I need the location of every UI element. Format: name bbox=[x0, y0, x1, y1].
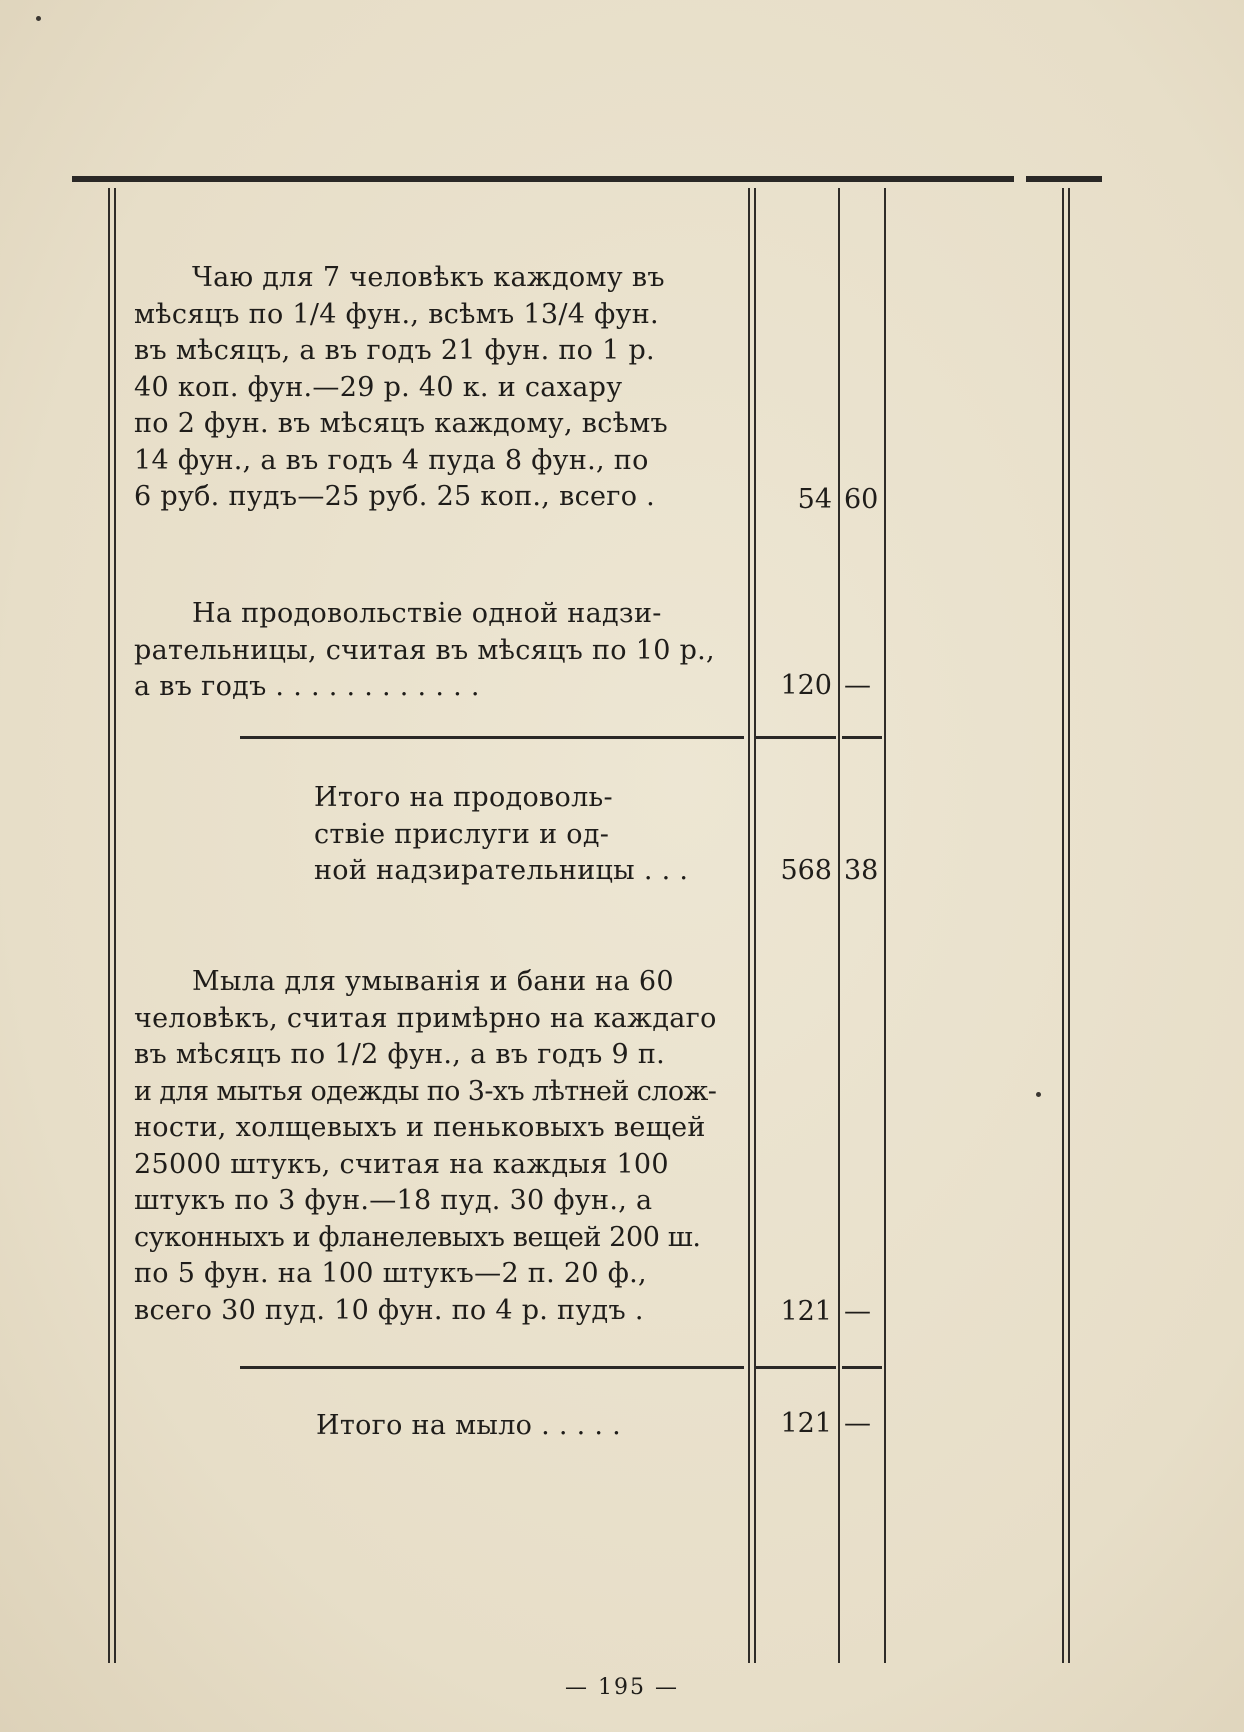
entry-line: а въ годъ . . . . . . . . . . . . bbox=[134, 671, 480, 702]
page-number: — 195 — bbox=[565, 1675, 679, 1700]
entry-line: 6 руб. пудъ—25 руб. 25 коп., всего . bbox=[134, 481, 656, 512]
entry-line: ствіе прислуги и од- bbox=[314, 818, 610, 850]
stray-mark bbox=[1036, 1092, 1041, 1097]
entry-line: ной надзирательницы . . . bbox=[314, 855, 689, 886]
rubles-amount: 121 bbox=[780, 1408, 832, 1439]
table-left-border-inner bbox=[114, 188, 116, 1663]
table-right-border bbox=[1062, 188, 1064, 1663]
entry-line: Итого на мыло . . . . . bbox=[316, 1410, 622, 1441]
entry-line: человѣкъ, считая примѣрно на каждаго bbox=[134, 1002, 717, 1034]
rubles-amount: 120 bbox=[780, 670, 832, 701]
entry-line: по 2 фун. въ мѣсяцъ каждому, всѣмъ bbox=[134, 408, 669, 439]
entry-line: Мыла для умыванія и бани на 60 bbox=[192, 966, 674, 997]
table-right-border-inner bbox=[1068, 188, 1070, 1663]
entry-line: и для мытья одежды по 3-хъ лѣтней слож- bbox=[134, 1075, 717, 1107]
bleed-through-text bbox=[895, 260, 1045, 1560]
table-left-border bbox=[108, 188, 110, 1663]
rubles-amount: 54 bbox=[797, 484, 832, 515]
entry-line: по 5 фун. на 100 штукъ—2 п. 20 ф., bbox=[134, 1258, 647, 1289]
entry-line: штукъ по 3 фун.—18 пуд. 30 фун., а bbox=[134, 1185, 653, 1216]
kopecks-amount: — bbox=[844, 1296, 871, 1327]
entry-line: Итого на продоволь- bbox=[314, 782, 613, 813]
subtotal-rule-rubles bbox=[756, 1366, 836, 1369]
top-rule-margin bbox=[1026, 176, 1102, 182]
entry-tea-sugar bbox=[134, 260, 730, 516]
top-rule bbox=[72, 176, 1014, 182]
entry-supervisor-food bbox=[134, 596, 730, 706]
subtotal-rule-kopecks bbox=[842, 736, 882, 739]
entry-line: Чаю для 7 человѣкъ каждому въ bbox=[192, 262, 665, 293]
total-soap bbox=[316, 1408, 730, 1445]
kopecks-amount: — bbox=[844, 1408, 871, 1439]
subtotal-rule bbox=[240, 1366, 744, 1369]
entry-line: ности, холщевыхъ и пеньковыхъ вещей bbox=[134, 1112, 706, 1143]
entry-line: 25000 штукъ, считая на каждыя 100 bbox=[134, 1148, 669, 1180]
kopecks-amount: 38 bbox=[844, 855, 879, 886]
subtotal-rule-kopecks bbox=[842, 1366, 882, 1369]
rubles-column-border-left bbox=[748, 188, 750, 1663]
entry-line: суконныхъ и фланелевыхъ вещей 200 ш. bbox=[134, 1221, 701, 1253]
entry-line: мѣсяцъ по 1/4 фун., всѣмъ 13/4 фун. bbox=[134, 298, 659, 330]
entry-line: На продовольствіе одной надзи- bbox=[192, 598, 662, 629]
entry-line: 40 коп. фун.—29 р. 40 к. и сахару bbox=[134, 371, 623, 403]
subtotal-rule-rubles bbox=[756, 736, 836, 739]
rubles-amount: 568 bbox=[780, 855, 832, 886]
kopecks-column-border-right bbox=[884, 188, 886, 1663]
stray-mark bbox=[36, 16, 41, 21]
kopecks-amount: — bbox=[844, 670, 871, 701]
entry-line: 14 фун., а въ годъ 4 пуда 8 фун., по bbox=[134, 444, 649, 476]
entry-line: въ мѣсяцъ по 1/2 фун., а въ годъ 9 п. bbox=[134, 1039, 666, 1070]
rubles-column-border-left-inner bbox=[754, 188, 756, 1663]
kopecks-amount: 60 bbox=[844, 484, 879, 515]
entry-soap bbox=[134, 964, 730, 1329]
subtotal-rule bbox=[240, 736, 744, 739]
entry-line: всего 30 пуд. 10 фун. по 4 р. пудъ . bbox=[134, 1294, 644, 1326]
total-food bbox=[314, 780, 730, 890]
entry-line: рательницы, считая въ мѣсяцъ по 10 р., bbox=[134, 634, 715, 666]
rubles-amount: 121 bbox=[780, 1296, 832, 1327]
entry-line: въ мѣсяцъ, а въ годъ 21 фун. по 1 р. bbox=[134, 335, 655, 366]
kopecks-column-border bbox=[838, 188, 840, 1663]
